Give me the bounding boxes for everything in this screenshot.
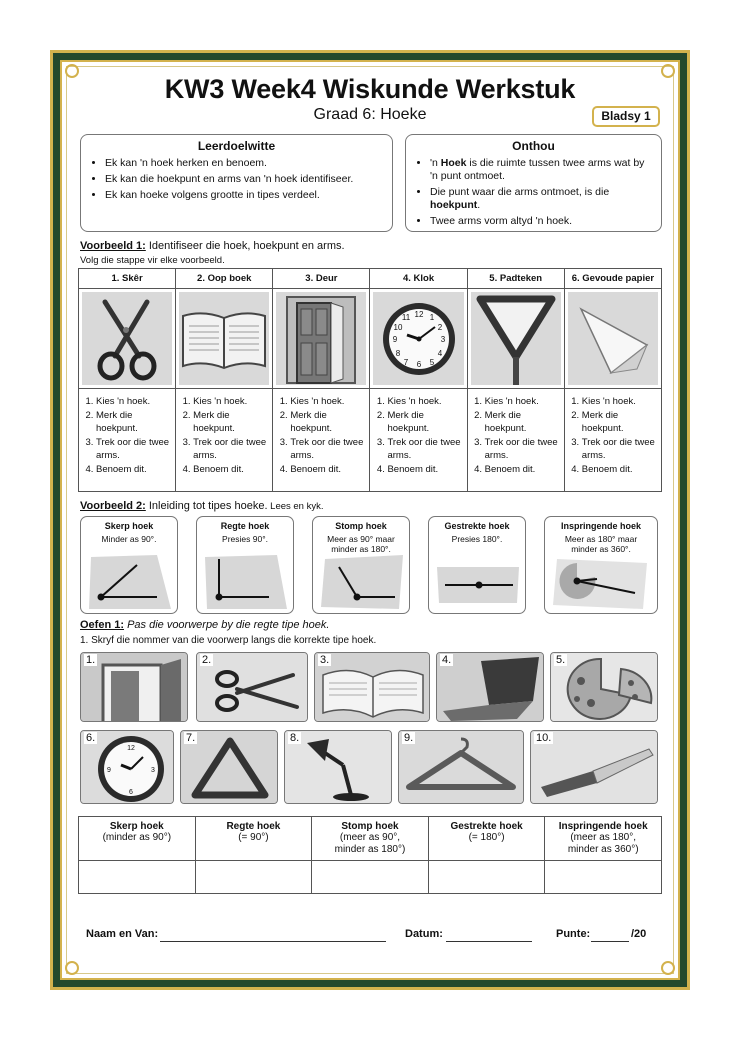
angle-description: Meer as 180° maar minder as 360°. bbox=[564, 534, 638, 554]
score-field[interactable] bbox=[591, 941, 629, 942]
angle-card-reflex bbox=[544, 516, 658, 614]
object-number: 2. bbox=[202, 654, 212, 666]
page-title: KW3 Week4 Wiskunde Werkstuk bbox=[164, 74, 576, 104]
angle-card-acute bbox=[80, 516, 178, 614]
svg-text:12: 12 bbox=[414, 309, 423, 319]
objective-item: • Ek kan hoeke volgens grootte in tipes verdeel. bbox=[105, 189, 382, 202]
column-header: 4. Klok bbox=[370, 269, 467, 289]
folded-paper-icon bbox=[568, 292, 658, 385]
page-number-badge: Bladsy 1 bbox=[592, 106, 660, 127]
object-card-5 bbox=[550, 652, 658, 722]
angle-name: Inspringende hoek bbox=[560, 521, 641, 531]
column-header: 3. Deur bbox=[273, 269, 370, 289]
angle-description: Presies 90°. bbox=[222, 534, 268, 544]
svg-text:2: 2 bbox=[437, 322, 442, 332]
column-header: 5. Padteken bbox=[467, 269, 564, 289]
example1-subtext: Volg die stappe vir elke voorbeeld. bbox=[80, 255, 225, 266]
clock-icon bbox=[373, 292, 463, 385]
objective-item: • Ek kan 'n hoek herken en benoem. bbox=[105, 157, 382, 170]
column-header: 6. Gevoude papier bbox=[564, 269, 661, 289]
answer-cell-straight[interactable] bbox=[428, 861, 545, 894]
angle-description: Meer as 90° maar minder as 180°. bbox=[327, 534, 395, 554]
corner-ornament-icon bbox=[65, 961, 79, 975]
objectives-heading: Leerdoelwitte bbox=[197, 139, 276, 153]
example2-heading: Voorbeeld 2: Inleiding tot tipes hoeke. Lees en kyk. bbox=[80, 500, 324, 512]
answer-input-row bbox=[79, 861, 662, 894]
page-subtitle: Graad 6: Hoeke bbox=[313, 106, 427, 123]
answer-cell-reflex[interactable] bbox=[545, 861, 662, 894]
object-number: 3. bbox=[320, 654, 330, 666]
answer-header: Stomp hoek (meer as 90°, minder as 180°) bbox=[312, 817, 429, 861]
hanger-icon bbox=[399, 731, 524, 804]
column-header: 2. Oop boek bbox=[176, 269, 273, 289]
object-number: 4. bbox=[442, 654, 452, 666]
door-icon bbox=[276, 292, 366, 385]
objectives-box bbox=[80, 134, 393, 232]
angle-name: Regte hoek bbox=[220, 521, 270, 531]
reflex-angle-diagram bbox=[551, 553, 651, 611]
object-number: 1. bbox=[86, 654, 96, 666]
answer-cell-acute[interactable] bbox=[79, 861, 196, 894]
remember-list bbox=[416, 157, 651, 228]
obtuse-angle-diagram bbox=[319, 553, 405, 611]
answer-header-row bbox=[79, 817, 662, 861]
svg-text:5: 5 bbox=[429, 357, 434, 367]
answer-header: Gestrekte hoek (= 180°) bbox=[428, 817, 545, 861]
remember-item: • Twee arms vorm altyd 'n hoek. bbox=[430, 215, 651, 228]
svg-text:6: 6 bbox=[416, 359, 421, 369]
steps-list: 1. Kies 'n hoek. 2. Merk die hoekpunt. 3. Trek oor die twee arms. 4. Benoem dit. bbox=[83, 395, 172, 476]
svg-text:7: 7 bbox=[403, 357, 408, 367]
svg-text:9: 9 bbox=[107, 767, 111, 774]
acute-angle-diagram bbox=[87, 553, 173, 611]
object-card-10 bbox=[530, 730, 658, 804]
svg-text:10: 10 bbox=[393, 322, 402, 332]
object-number: 7. bbox=[186, 732, 196, 744]
object-number: 5. bbox=[556, 654, 566, 666]
angle-card-right bbox=[196, 516, 294, 614]
road-sign-icon bbox=[471, 292, 561, 385]
remember-heading: Onthou bbox=[512, 139, 555, 153]
name-label: Naam en Van: bbox=[86, 928, 159, 940]
angle-card-obtuse bbox=[312, 516, 410, 614]
svg-text:12: 12 bbox=[127, 745, 135, 752]
object-card-4 bbox=[436, 652, 544, 722]
answer-header: Regte hoek (= 90°) bbox=[195, 817, 312, 861]
example1-heading: Voorbeeld 1: Identifiseer die hoek, hoekpunt en arms. bbox=[80, 240, 345, 252]
example1-header-row bbox=[79, 269, 662, 289]
object-number: 10. bbox=[536, 732, 552, 744]
answer-header: Inspringende hoek (meer as 180°, minder as 360°) bbox=[545, 817, 662, 861]
steps-list: 1. Kies 'n hoek. 2. Merk die hoekpunt. 3. Trek oor die twee arms. 4. Benoem dit. bbox=[472, 395, 561, 476]
remember-box bbox=[405, 134, 662, 232]
answer-cell-obtuse[interactable] bbox=[312, 861, 429, 894]
book-icon bbox=[179, 292, 269, 385]
example1-image-row bbox=[79, 289, 662, 389]
svg-text:1: 1 bbox=[429, 312, 434, 322]
steps-list: 1. Kies 'n hoek. 2. Merk die hoekpunt. 3. Trek oor die twee arms. 4. Benoem dit. bbox=[277, 395, 366, 476]
object-card-6 bbox=[80, 730, 174, 804]
object-number: 9. bbox=[404, 732, 414, 744]
column-header: 1. Skêr bbox=[79, 269, 176, 289]
svg-text:4: 4 bbox=[437, 348, 442, 358]
exercise1-heading: Oefen 1: Pas die voorwerpe by die regte tipe hoek. bbox=[80, 619, 330, 631]
answer-table bbox=[78, 816, 662, 894]
score-total: /20 bbox=[631, 928, 647, 940]
remember-item: • Die punt waar die arms ontmoet, is die hoekpunt. bbox=[430, 186, 651, 212]
svg-text:9: 9 bbox=[392, 334, 397, 344]
date-field[interactable] bbox=[446, 941, 532, 942]
object-card-8 bbox=[284, 730, 392, 804]
scissors-icon bbox=[82, 292, 172, 385]
angle-description: Minder as 90°. bbox=[101, 534, 157, 544]
object-card-7 bbox=[180, 730, 278, 804]
score-label: Punte: bbox=[556, 928, 591, 940]
date-label: Datum: bbox=[405, 928, 443, 940]
objectives-list bbox=[91, 157, 382, 202]
steps-list: 1. Kies 'n hoek. 2. Merk die hoekpunt. 3. Trek oor die twee arms. 4. Benoem dit. bbox=[569, 395, 658, 476]
corner-ornament-icon bbox=[661, 961, 675, 975]
svg-text:8: 8 bbox=[395, 348, 400, 358]
example1-steps-row bbox=[79, 389, 662, 492]
steps-list: 1. Kies 'n hoek. 2. Merk die hoekpunt. 3. Trek oor die twee arms. 4. Benoem dit. bbox=[180, 395, 269, 476]
angle-description: Presies 180°. bbox=[451, 534, 503, 544]
object-number: 6. bbox=[86, 732, 96, 744]
angle-name: Skerp hoek bbox=[104, 521, 154, 531]
object-card-1 bbox=[80, 652, 188, 722]
steps-list: 1. Kies 'n hoek. 2. Merk die hoekpunt. 3. Trek oor die twee arms. 4. Benoem dit. bbox=[374, 395, 463, 476]
object-number: 8. bbox=[290, 732, 300, 744]
corner-ornament-icon bbox=[65, 64, 79, 78]
object-card-2 bbox=[196, 652, 308, 722]
svg-text:6: 6 bbox=[129, 789, 133, 796]
straight-angle-diagram bbox=[435, 553, 521, 611]
remember-item: • 'n Hoek is die ruimte tussen twee arms wat by 'n punt ontmoet. bbox=[430, 157, 651, 183]
svg-text:3: 3 bbox=[151, 767, 155, 774]
name-field[interactable] bbox=[160, 941, 386, 942]
example1-table bbox=[78, 268, 662, 492]
answer-header: Skerp hoek (minder as 90°) bbox=[79, 817, 196, 861]
angle-name: Gestrekte hoek bbox=[444, 521, 510, 531]
angle-card-straight bbox=[428, 516, 526, 614]
object-card-3 bbox=[314, 652, 430, 722]
svg-text:11: 11 bbox=[401, 312, 410, 322]
exercise1-instruction: 1. Skryf die nommer van die voorwerp langs die korrekte tipe hoek. bbox=[80, 635, 377, 646]
right-angle-diagram bbox=[203, 553, 289, 611]
svg-text:3: 3 bbox=[440, 334, 445, 344]
angle-name: Stomp hoek bbox=[335, 521, 387, 531]
object-card-9 bbox=[398, 730, 524, 804]
answer-cell-right[interactable] bbox=[195, 861, 312, 894]
corner-ornament-icon bbox=[661, 64, 675, 78]
scissors-icon bbox=[197, 653, 308, 722]
objective-item: • Ek kan die hoekpunt en arms van 'n hoek identifiseer. bbox=[105, 173, 382, 186]
book-icon bbox=[315, 653, 430, 722]
